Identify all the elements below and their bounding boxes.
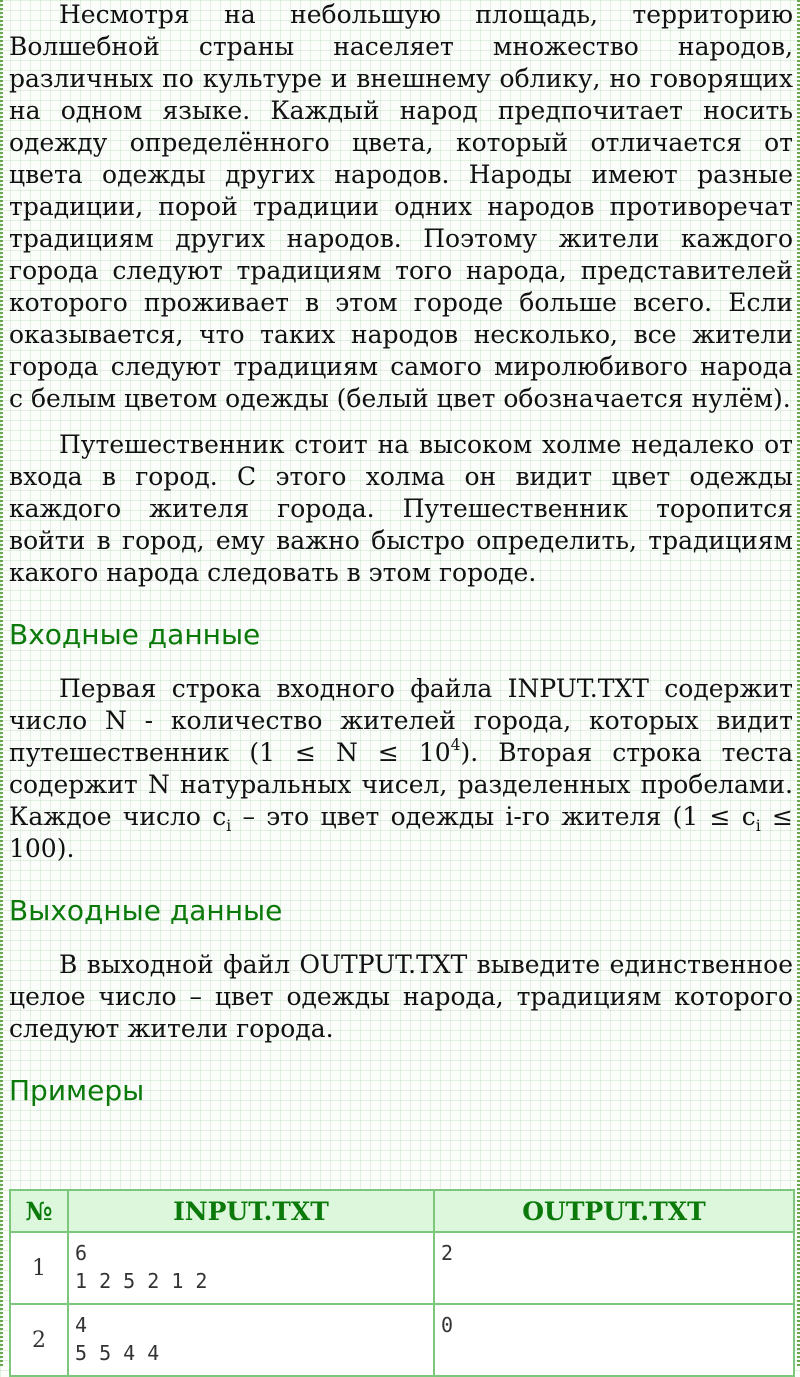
column-header-input: INPUT.TXT xyxy=(68,1190,434,1232)
input-text-3: – это цвет одежды i-го жителя (1 ≤ c xyxy=(231,802,756,831)
input-sub-index: i xyxy=(226,817,232,835)
example-number: 1 xyxy=(10,1232,68,1304)
example-input: 4 5 5 4 4 xyxy=(68,1304,434,1376)
input-text-2: ). Вторая строка теста содержит N натуральных чисел, разделенных пробелами. Каждое число c xyxy=(9,738,793,831)
column-header-number: № xyxy=(10,1190,68,1232)
page-border-left xyxy=(0,0,3,1366)
input-sup-exponent: 4 xyxy=(450,736,461,755)
example-output: 2 xyxy=(434,1232,794,1304)
examples-table xyxy=(9,1189,795,1377)
statement-paragraph-2: Путешественник стоит на высоком холме недалеко от входа в город. С этого холма он видит цвет одежды каждого жителя города. Путешественник торопится войти в город, ему важно быстро определить, традициям какого народа следовать в этом городе. xyxy=(9,430,793,587)
statement-paragraph-1: Несмотря на небольшую площадь, территорию Волшебной страны населяет множество народов, различных по культуре и внешнему облику, но говорящих на одном языке. Каждый народ предпочитает носить одежду определённого цвета, который отличается от цвета одежды других народов. Народы имеют разные традиции, порой традиции одних народов противоречат традициям других народов. Поэтому жители каждого города следуют традициям того народа, представителей которого проживает в этом городе больше всего. Если оказывается, что таких народов несколько, все жители города следуют традициям самого миролюбивого народа с белым цветом одежды (белый цвет обозначается нулём). xyxy=(9,0,793,413)
example-output: 0 xyxy=(434,1304,794,1376)
example-input: 6 1 2 5 2 1 2 xyxy=(68,1232,434,1304)
input-sub-index-2: i xyxy=(755,817,761,835)
table-row xyxy=(10,1232,794,1304)
table-row xyxy=(10,1304,794,1376)
input-heading: Входные данные xyxy=(9,618,261,651)
input-text-1: Первая строка входного файла INPUT.TXT содержит число N - количество жителей города, которых видит путешественник (1 ≤ N ≤ 10 xyxy=(9,674,793,767)
example-number: 2 xyxy=(10,1304,68,1376)
problem-statement xyxy=(9,0,793,1109)
input-text-4: ≤ 100). xyxy=(9,802,793,863)
output-description: В выходной файл OUTPUT.TXT выведите единственное целое число – цвет одежды народа, традициям которого следуют жители города. xyxy=(9,950,793,1043)
column-header-output: OUTPUT.TXT xyxy=(434,1190,794,1232)
input-description xyxy=(9,673,793,865)
examples-heading: Примеры xyxy=(9,1074,145,1107)
table-header-row xyxy=(10,1190,794,1232)
output-heading: Выходные данные xyxy=(9,894,283,927)
